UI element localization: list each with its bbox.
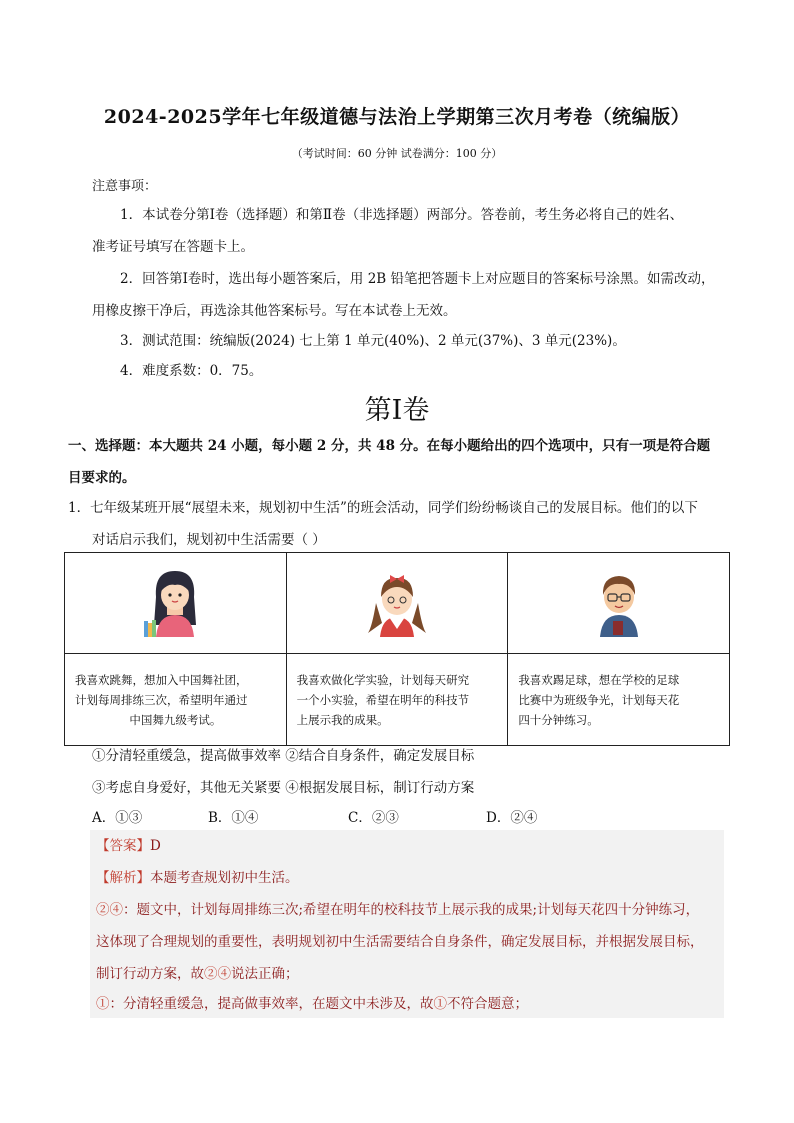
note-item-3: 3．测试范围：统编版(2024) 七上第 1 单元(40%)、2 单元(37%)、3 单元(23%)。 (120, 333, 626, 349)
analysis-line-2-tag: ②④ (96, 902, 123, 918)
dialog-1-line-1: 我喜欢跳舞，想加入中国舞社团， (75, 672, 248, 687)
choice-d[interactable]: D．②④ (486, 810, 538, 826)
statement-options-line-1: ①分清轻重缓急，提高做事效率 ②结合自身条件，确定发展目标 (92, 748, 475, 764)
question-1-line-1: 1．七年级某班开展“展望未来，规划初中生活”的班会活动，同学们纷纷畅谈自己的发展目标。他们的以下 (68, 500, 698, 516)
note-item-2-line-2: 用橡皮擦干净后，再选涂其他答案标号。写在本试卷上无效。 (92, 303, 457, 319)
dialog-2-line-2: 一个小实验，希望在明年的科技节 (296, 692, 470, 707)
choice-b[interactable]: B．①④ (208, 810, 259, 826)
section-heading-line-1: 一、选择题：本大题共 24 小题，每小题 2 分，共 48 分。在每小题给出的四个选项中，只有一项是符合题 (68, 438, 711, 454)
exam-title: 2024-2025学年七年级道德与法治上学期第三次月考卷（统编版） (103, 106, 691, 128)
analysis-intro: 本题考查规划初中生活。 (150, 870, 299, 886)
analysis-tag: 【解析】 (96, 870, 150, 886)
analysis-line-5-mid: ：分清轻重缓急，提高做事效率，在题文中未涉及，故 (109, 996, 434, 1012)
answer-tag: 【答案】 (96, 838, 150, 854)
analysis-line-5-tag: ① (96, 996, 110, 1012)
dialog-1-line-3: 中国舞九级考试。 (129, 712, 222, 727)
student-1-picture-cell (65, 553, 287, 654)
choice-c[interactable]: C．②③ (348, 810, 399, 826)
analysis-line-5 (96, 988, 728, 1020)
girl-with-bow-icon (362, 563, 432, 639)
analysis-intro-line (96, 862, 728, 894)
analysis-line-3: 这体现了合理规划的重要性，表明规划初中生活需要结合自身条件，确定发展目标，并根据发展目标， (96, 934, 704, 950)
dialog-2-line-1: 我喜欢做化学实验，计划每天研究 (296, 672, 470, 687)
analysis-line-4 (96, 958, 728, 990)
student-3-picture-cell (508, 553, 730, 654)
section-heading (68, 430, 730, 494)
answer-value: D (150, 838, 161, 854)
analysis-line-2-text: ：题文中，计划每周排练三次;希望在明年的校科技节上展示我的成果;计划每天花四十分钟练习， (123, 902, 700, 918)
dialog-1-line-2: 计划每周排练三次，希望明年通过 (75, 692, 248, 707)
student-2-dialog (286, 654, 508, 746)
choice-a[interactable]: A．①③ (92, 810, 143, 826)
dialog-2-line-3: 上展示我的成果。 (296, 712, 389, 727)
analysis-line-5-tag-2: ① (433, 996, 447, 1012)
notes-heading: 注意事项： (92, 179, 158, 194)
section-heading-line-2: 目要求的。 (68, 470, 136, 486)
boy-with-glasses-icon (584, 563, 654, 639)
dialog-3-line-1: 我喜欢踢足球，想在学校的足球 (518, 672, 680, 687)
answer-line (96, 830, 728, 862)
note-item-1-line-1: 1．本试卷分第Ⅰ卷（选择题）和第Ⅱ卷（非选择题）两部分。答卷前，考生务必将自己的姓名、 (120, 207, 684, 223)
analysis-line-4-pre: 制订行动方案，故 (96, 966, 204, 982)
note-item-1-line-2: 准考证号填写在答题卡上。 (92, 239, 254, 255)
dialog-table (64, 552, 730, 746)
dialog-3-line-3: 四十分钟练习。 (518, 712, 599, 727)
student-3-dialog (508, 654, 730, 746)
girl-reading-icon (140, 563, 210, 639)
question-1-stem (68, 492, 730, 556)
volume-title: 第Ⅰ卷 (364, 395, 430, 426)
question-1-line-2: 对话启示我们，规划初中生活需要（ ） (92, 532, 326, 548)
note-item-4: 4．难度系数：0．75。 (120, 363, 263, 379)
statement-options-line-2: ③考虑自身爱好，其他无关紧要 ④根据发展目标，制订行动方案 (92, 780, 475, 796)
answer-choices (92, 806, 732, 826)
dialog-3-line-2: 比赛中为班级争光，计划每天花 (518, 692, 680, 707)
analysis-line-2 (96, 894, 728, 926)
note-item-2-line-1: 2．回答第Ⅰ卷时，选出每小题答案后，用 2B 铅笔把答题卡上对应题目的答案标号涂黑。如需改动， (120, 271, 715, 287)
student-1-dialog (65, 654, 287, 746)
exam-subtitle: （考试时间：60 分钟 试卷满分：100 分） (291, 147, 503, 160)
analysis-line-5-post: 不符合题意； (447, 996, 528, 1012)
student-2-picture-cell (286, 553, 508, 654)
analysis-line-4-post: 说法正确； (231, 966, 299, 982)
analysis-line-4-tag: ②④ (204, 966, 231, 982)
